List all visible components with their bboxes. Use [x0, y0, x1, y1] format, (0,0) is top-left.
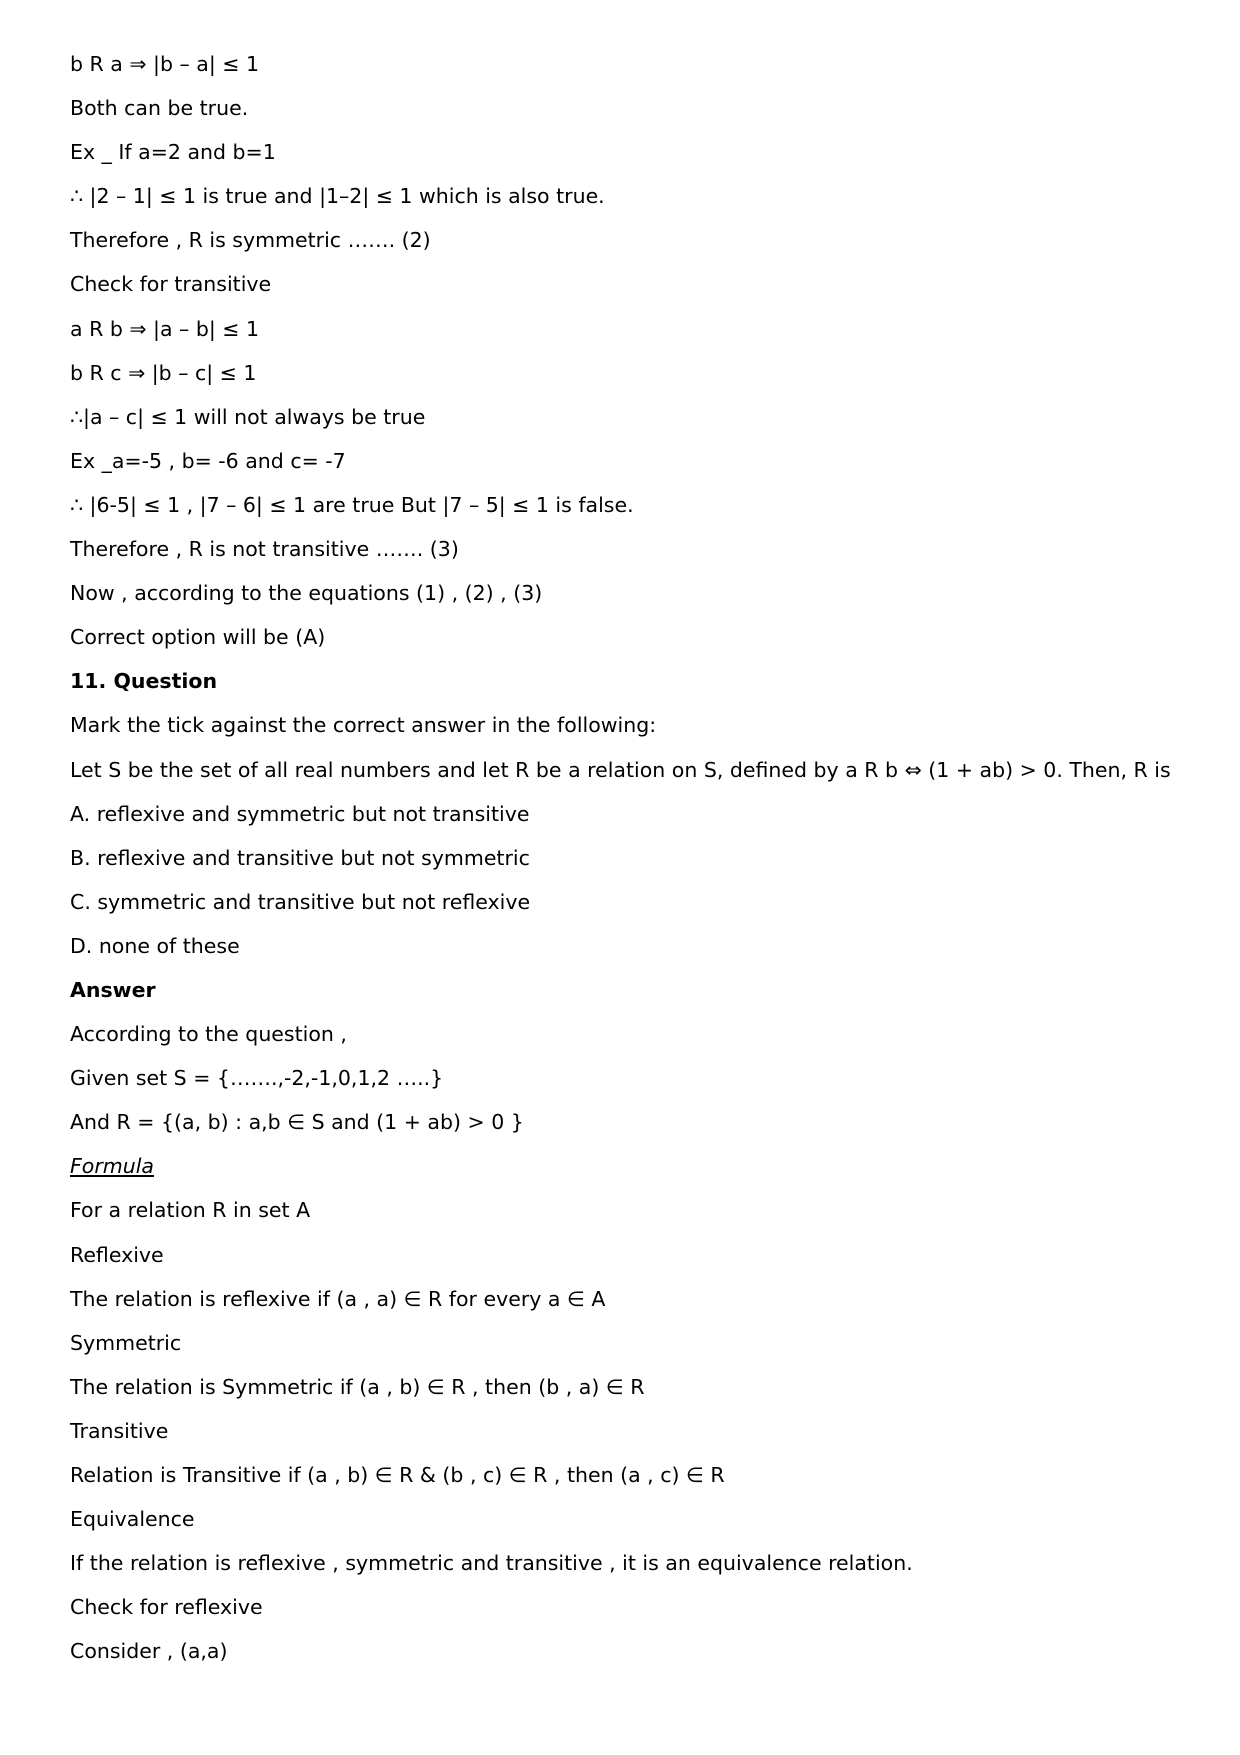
text-line: The relation is Symmetric if (a , b) ∈ R , then (b , a) ∈ R [70, 1374, 645, 1399]
text-line: ∴ |2 – 1| ≤ 1 is true and |1–2| ≤ 1 which is also true. [70, 184, 605, 209]
text-line: Consider , (a,a) [70, 1639, 228, 1664]
text-line: And R = {(a, b) : a,b ∈ S and (1 + ab) > 0 } [70, 1110, 524, 1135]
text-line: Ex _a=-5 , b= -6 and c= -7 [70, 448, 346, 473]
text-line: Relation is Transitive if (a , b) ∈ R & (b , c) ∈ R , then (a , c) ∈ R [70, 1463, 725, 1487]
text-line: a R b ⇒ |a – b| ≤ 1 [70, 316, 259, 341]
text-line: Given set S = {…….,-2,-1,0,1,2 …..} [70, 1066, 444, 1091]
text-line: Check for reflexive [70, 1595, 263, 1620]
text-line: A. reflexive and symmetric but not transitive [70, 801, 530, 826]
text-line: D. none of these [70, 933, 240, 958]
text-line: Now , according to the equations (1) , (2) , (3) [70, 581, 543, 606]
text-line: ∴|a – c| ≤ 1 will not always be true [70, 404, 426, 429]
text-line: Therefore , R is symmetric ……. (2) [70, 228, 431, 253]
text-line: The relation is reflexive if (a , a) ∈ R for every a ∈ A [70, 1286, 606, 1311]
formula-heading: Formula [70, 1154, 154, 1179]
text-line: C. symmetric and transitive but not reflexive [70, 889, 531, 914]
text-line: b R a ⇒ |b – a| ≤ 1 [70, 52, 259, 76]
text-line: Equivalence [70, 1507, 195, 1532]
text-line: For a relation R in set A [70, 1198, 311, 1223]
text-line: Symmetric [70, 1330, 182, 1355]
section-heading: 11. Question [70, 669, 218, 694]
document-body [70, 54, 1200, 1685]
text-line: b R c ⇒ |b – c| ≤ 1 [70, 360, 257, 385]
text-line: According to the question , [70, 1022, 347, 1047]
text-line: If the relation is reflexive , symmetric and transitive , it is an equivalence relation. [70, 1551, 913, 1576]
text-line: Both can be true. [70, 96, 249, 121]
section-heading: Answer [70, 977, 156, 1002]
text-line: Mark the tick against the correct answer in the following: [70, 713, 657, 738]
text-line: Ex _ If a=2 and b=1 [70, 140, 276, 165]
text-line: Transitive [70, 1418, 169, 1443]
text-line: Let S be the set of all real numbers and let R be a relation on S, defined by a R b ⇔ (1 + ab) > 0. Then, R is [70, 757, 1171, 782]
text-line: Reflexive [70, 1242, 164, 1267]
text-line: Correct option will be (A) [70, 625, 326, 650]
text-line: B. reflexive and transitive but not symmetric [70, 845, 530, 870]
text-line: Therefore , R is not transitive ……. (3) [70, 537, 459, 562]
text-line: ∴ |6-5| ≤ 1 , |7 – 6| ≤ 1 are true But |7 – 5| ≤ 1 is false. [70, 492, 634, 517]
text-line: Check for transitive [70, 272, 272, 297]
